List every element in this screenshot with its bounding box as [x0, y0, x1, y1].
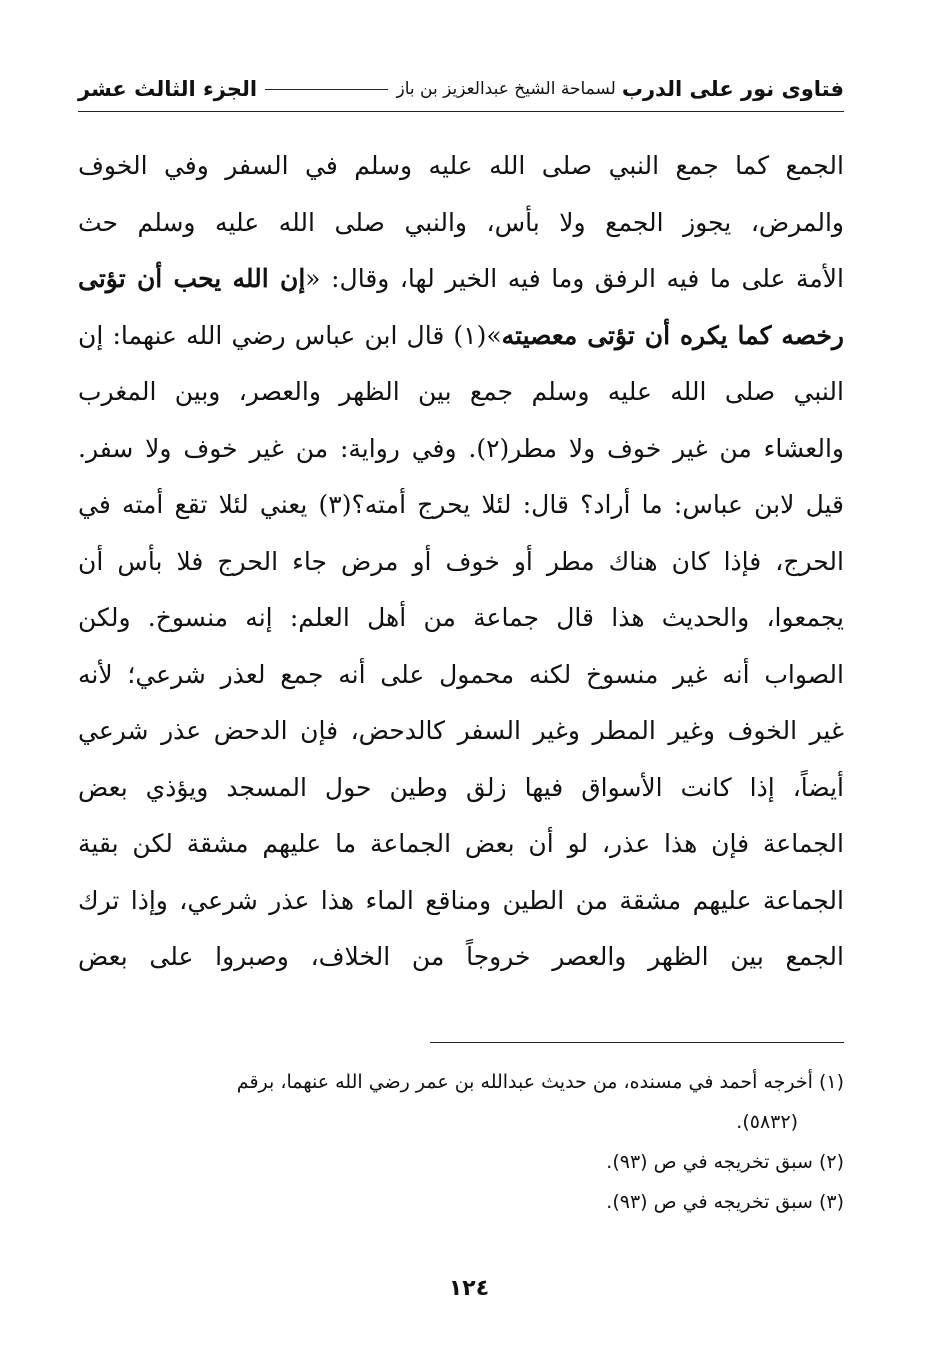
hadith-quote: رخصه كما يكره أن تؤتى معصيته	[501, 320, 844, 350]
body-line	[78, 590, 844, 647]
text-run: قيل لابن عباس: ما أراد؟ قال: لئلا يحرج أمته؟(٣) يعني لئلا تقع أمته في	[78, 490, 844, 519]
hadith-quote: إن الله يحب أن تؤتى	[78, 264, 306, 293]
text-run: يجمعوا، والحديث هذا قال جماعة من أهل العلم: إنه منسوخ. ولكن	[78, 603, 844, 632]
text-run: الجمع كما جمع النبي صلى الله عليه وسلم في السفر وفي الخوف	[78, 151, 844, 180]
running-header	[78, 72, 844, 106]
body-line	[78, 703, 844, 760]
body-line	[78, 138, 844, 195]
text-run: أيضاً، إذا كانت الأسواق فيها زلق وطين حول المسجد ويؤذي بعض	[78, 772, 844, 802]
body-line	[78, 816, 844, 873]
text-run: الجمع بين الظهر والعصر خروجاً من الخلاف، وصبروا على بعض	[78, 942, 844, 971]
body-line	[78, 477, 844, 534]
series-title: فتاوى نور على الدرب	[621, 77, 844, 101]
body-line	[78, 534, 844, 591]
volume-title: الجزء الثالث عشر	[78, 77, 258, 101]
body-line	[78, 308, 844, 365]
text-run: غير الخوف وغير المطر وغير السفر كالدحض، فإن الدحض عذر شرعي	[78, 716, 844, 745]
body-text	[78, 138, 844, 986]
body-line	[78, 760, 844, 817]
body-line	[78, 251, 844, 308]
body-line	[78, 873, 844, 930]
text-run: الصواب أنه غير منسوخ لكنه محمول على أنه جمع لعذر شرعي؛ لأنه	[78, 659, 844, 689]
footnote-1: (١) أخرجه أحمد في مسنده، من حديث عبدالله بن عمر رضي الله عنهما، برقم	[236, 1071, 844, 1093]
text-run: الأمة على ما فيه الرفق وما فيه الخير لها، وقال: «	[305, 264, 844, 293]
body-line	[78, 195, 844, 252]
footnote-2: (٢) سبق تخريجه في ص (٩٣).	[606, 1151, 844, 1173]
text-run: والمرض، يجوز الجمع ولا بأس، والنبي صلى الله عليه وسلم حث	[78, 207, 844, 237]
text-run: الجماعة فإن هذا عذر، لو أن بعض الجماعة ما عليهم مشقة لكن بقية	[78, 829, 844, 858]
footnote-3: (٣) سبق تخريجه في ص (٩٣).	[606, 1191, 844, 1213]
text-run: الجماعة عليهم مشقة من الطين ومناقع الماء هذا عذر شرعي، وإذا ترك	[78, 885, 844, 915]
body-line	[78, 929, 844, 986]
footnotes	[78, 1062, 844, 1222]
body-line	[78, 364, 844, 421]
body-line	[78, 421, 844, 478]
text-run: والعشاء من غير خوف ولا مطر(٢). وفي رواية: من غير خوف ولا سفر.	[78, 433, 844, 463]
header-rule	[78, 111, 844, 112]
header-series-title-group	[396, 77, 844, 101]
page-number: ١٢٤	[448, 1276, 490, 1301]
text-run: النبي صلى الله عليه وسلم جمع بين الظهر والعصر، وبين المغرب	[78, 377, 844, 406]
body-line	[78, 647, 844, 704]
text-run: الحرج، فإذا كان هناك مطر أو خوف أو مرض جاء الحرج فلا بأس أن	[78, 546, 844, 576]
footnote-1-continuation: (٥٨٣٢).	[736, 1111, 798, 1133]
footnote-rule	[430, 1042, 844, 1043]
header-dash	[265, 89, 388, 90]
text-run: »(١) قال ابن عباس رضي الله عنهما: إن	[78, 320, 502, 350]
author-name: لسماحة الشيخ عبدالعزيز بن باز	[396, 79, 616, 99]
